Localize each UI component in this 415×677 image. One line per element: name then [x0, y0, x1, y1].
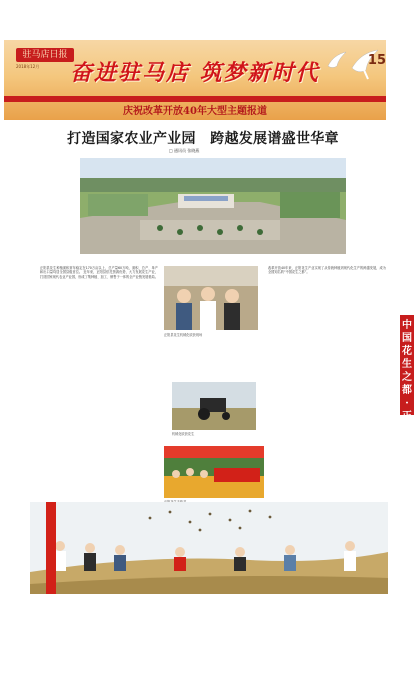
tractor-photo: [172, 382, 256, 430]
festival-photo: [164, 446, 264, 498]
side-section-text: 中国花生之都·正阳篇: [402, 320, 412, 448]
hero-photo: [80, 158, 346, 254]
article-paragraph: 正阳县花生种植面积常年稳定在170万亩以上，总产量60万吨，面积、总产、单产和出口量均居全国县级首位。: [40, 266, 158, 275]
article-title: 打造国家农业产业园 跨越发展谱盛世华章: [67, 131, 339, 147]
article-paragraph: 改革开放40年来，正阳花生产业实现了从传统种植到现代化生产的跨越发展，成为全国知名的“中国花生之都”。: [268, 266, 386, 275]
harvest-photo: [30, 502, 388, 594]
masthead: 驻马店日报: [16, 48, 74, 62]
article-paragraph: 近年来，正阳县依托资源优势，大力发展花生产业，打造国家现代农业产业园，形成了集种植、加工、销售于一体的全产业链发展格局。: [40, 270, 159, 279]
banner-subheadline: 庆祝改革开放40年大型主题报道: [123, 106, 267, 117]
banner-headline: 奋进驻马店 筑梦新时代: [70, 60, 320, 86]
photo-caption: 正阳县花生机械化收获现场: [164, 333, 203, 337]
page-number: 15: [367, 53, 386, 68]
photo-caption: 机械化收获花生: [172, 432, 195, 436]
header-banner: [4, 40, 386, 120]
article-column-right: [268, 266, 386, 492]
dove-icon: [326, 50, 348, 76]
masthead-sub: 2018年12月: [16, 64, 40, 69]
newspaper-page: [4, 40, 412, 668]
article-column-left: [40, 266, 158, 492]
inspection-photo: [164, 266, 258, 330]
byline: □ 通讯员 张晓燕: [169, 148, 200, 153]
